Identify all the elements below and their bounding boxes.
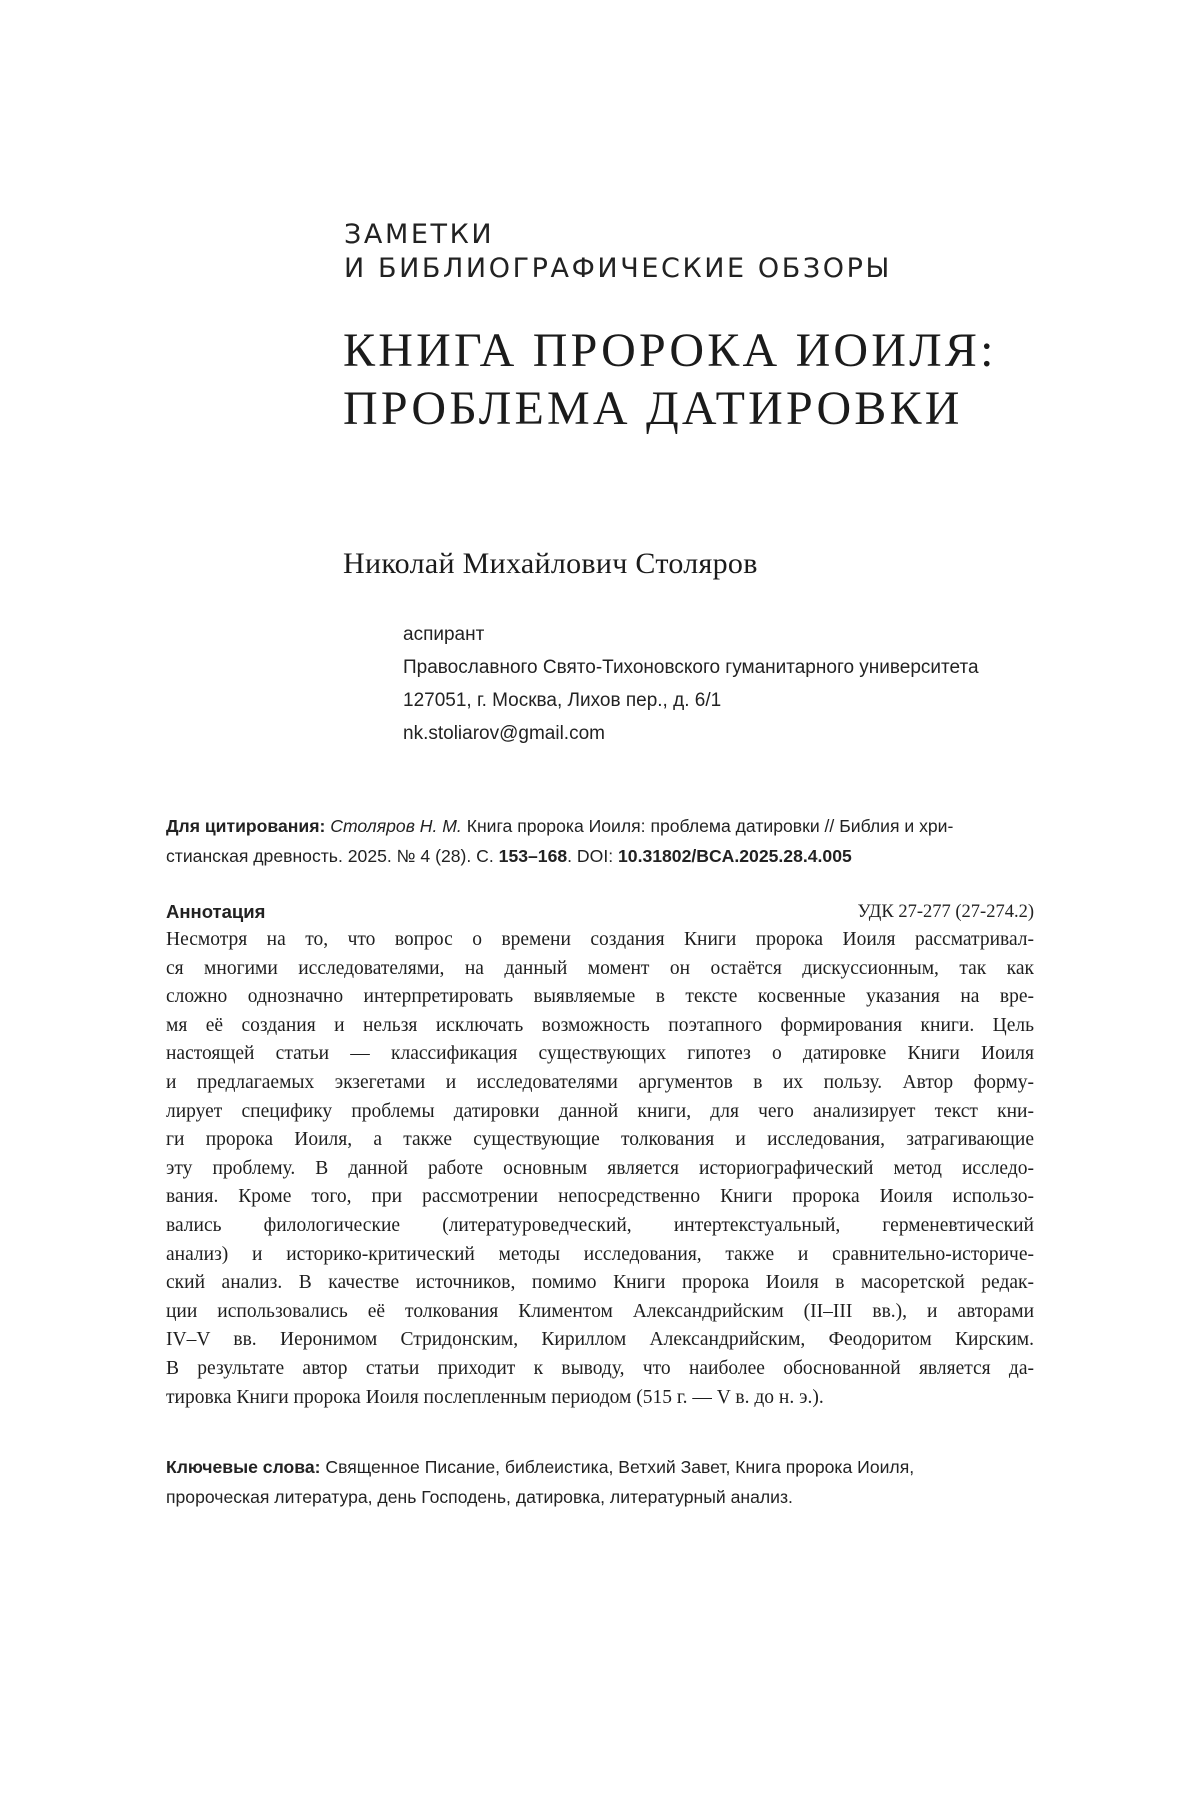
author-affiliation — [403, 618, 979, 750]
article-title-line-2: ПРОБЛЕМА ДАТИРОВКИ — [343, 382, 963, 435]
abstract-line: вания. Кроме того, при рассмотрении непосредственно Книги пророка Иоиля использо- — [166, 1186, 1034, 1208]
abstract-line: тировка Книги пророка Иоиля послепленным периодом (515 г. — V в. до н. э.). — [166, 1386, 824, 1408]
abstract-line: лирует специфику проблемы датировки данной книги, для чего анализирует текст кни- — [166, 1100, 1034, 1122]
author-email[interactable]: nk.stoliarov@gmail.com — [403, 723, 605, 744]
keywords-label: Ключевые слова: — [166, 1457, 321, 1477]
citation-line-1 — [166, 811, 1034, 841]
citation-pages: 153–168 — [498, 846, 568, 866]
article-title — [343, 322, 997, 438]
keywords-text-2: пророческая литература, день Господень, датировка, литературный анализ. — [166, 1487, 793, 1507]
abstract-line: и предлагаемых экзегетами и исследователями аргументов в их пользу. Автор форму- — [166, 1071, 1034, 1093]
abstract-line: ский анализ. В качестве источников, помимо Книги пророка Иоиля в масоретской редак- — [166, 1272, 1034, 1294]
abstract-line: вались филологические (литературоведческий, интертекстуальный, герменевтический — [166, 1214, 1034, 1236]
section-heading-line-2: И БИБЛИОГРАФИЧЕСКИЕ ОБЗОРЫ — [344, 253, 892, 284]
abstract-line: настоящей статьи — классификация существующих гипотез о датировке Книги Иоиля — [166, 1043, 1034, 1065]
author-address: 127051, г. Москва, Лихов пер., д. 6/1 — [403, 690, 722, 711]
section-heading — [344, 218, 892, 286]
abstract-line: ги пророка Иоиля, а также существующие толкования и исследования, затрагивающие — [166, 1129, 1034, 1151]
abstract-line: мя её создания и нельзя исключать возможность поэтапного формирования книги. Цель — [166, 1014, 1034, 1036]
abstract-line: IV–V вв. Иеронимом Стридонским, Кириллом Александрийским, Феодоритом Кирским. — [166, 1329, 1034, 1351]
citation-author: Столяров Н. М. — [330, 816, 462, 836]
udk-code: УДК 27-277 (27-274.2) — [857, 902, 1034, 922]
abstract-line: ся многими исследователями, на данный момент он остаётся дискуссионным, так как — [166, 957, 1034, 979]
keywords-line-1 — [166, 1452, 1034, 1482]
abstract-text — [166, 926, 1034, 1412]
citation-line-2 — [166, 841, 1034, 871]
abstract-line: сложно однозначно интерпретировать выявляемые в тексте косвенные указания на вре- — [166, 986, 1034, 1008]
keywords-block — [166, 1452, 1034, 1512]
citation-text-1: Книга пророка Иоиля: проблема датировки // Библия и хри- — [466, 816, 954, 836]
abstract-line: ции использовались её толкования Климентом Александрийским (II–III вв.), и авторами — [166, 1300, 1034, 1322]
section-heading-line-1: ЗАМЕТКИ — [344, 219, 495, 250]
abstract-header — [166, 898, 1034, 926]
author-position: аспирант — [403, 624, 485, 645]
abstract-line: Несмотря на то, что вопрос о времени создания Книги пророка Иоиля рассматривал- — [166, 929, 1034, 950]
citation-label: Для цитирования: — [166, 816, 326, 836]
author-university: Православного Свято-Тихоновского гуманитарного университета — [403, 657, 979, 678]
citation-block — [166, 811, 1034, 871]
abstract-label: Аннотация — [166, 901, 266, 922]
citation-text-2: стианская древность. 2025. № 4 (28). С. — [166, 846, 494, 866]
citation-doi-label: . DOI: — [567, 846, 614, 866]
abstract-line: В результате автор статьи приходит к выводу, что наиболее обоснованной является да- — [166, 1357, 1034, 1379]
abstract-line: эту проблему. В данной работе основным является историографический метод исследо- — [166, 1157, 1034, 1179]
article-title-line-1: КНИГА ПРОРОКА ИОИЛЯ: — [343, 324, 997, 377]
citation-doi[interactable]: 10.31802/BCA.2025.28.4.005 — [618, 846, 852, 866]
abstract-line: анализ) и историко-критический методы исследования, также и сравнительно-историче- — [166, 1243, 1034, 1265]
author-name: Николай Михайлович Столяров — [343, 547, 758, 580]
keywords-text-1: Священное Писание, библеистика, Ветхий Завет, Книга пророка Иоиля, — [325, 1457, 915, 1477]
